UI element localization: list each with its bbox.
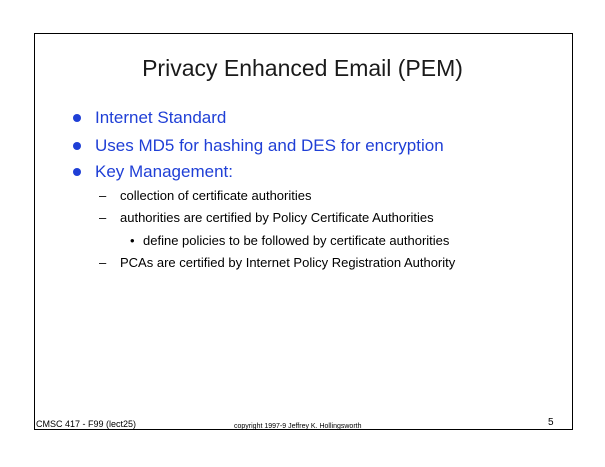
page-number: 5 [548,417,554,428]
sub-bullet-text: PCAs are certified by Internet Policy Registration Authority [120,255,456,270]
footer-course: CMSC 417 - F99 (lect25) [36,419,137,429]
dash-marker: – [99,188,107,203]
footer-copyright: copyright 1997-9 Jeffrey K. Hollingsworth [234,423,362,430]
bullet-text: Key Management: [95,162,233,181]
bullet-dot-icon [73,114,81,122]
bullet-dot-icon [73,142,81,150]
dash-marker: – [99,255,107,270]
bullet-text: Uses MD5 for hashing and DES for encryption [95,136,444,155]
slide-frame [34,33,573,430]
bullet-dot-icon [73,168,81,176]
sub-bullet-text: authorities are certified by Policy Certificate Authorities [120,210,434,225]
dash-marker: – [99,210,107,225]
bullet-text: Internet Standard [95,108,227,127]
sub-sub-bullet-text: define policies to be followed by certificate authorities [143,233,450,248]
small-bullet-marker: • [130,233,135,248]
slide-title: Privacy Enhanced Email (PEM) [142,55,463,81]
sub-bullet-text: collection of certificate authorities [120,188,312,203]
